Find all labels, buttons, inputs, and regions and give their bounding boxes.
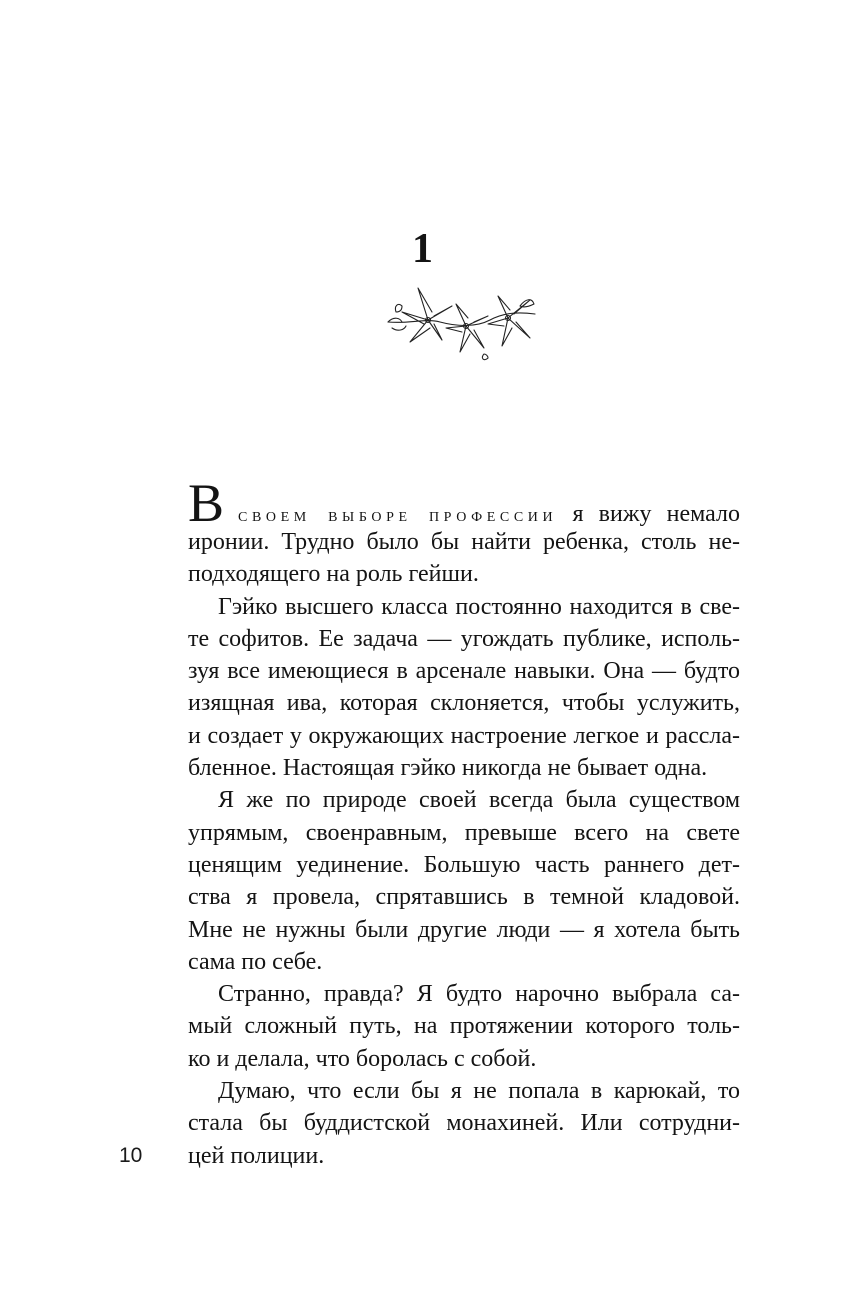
paragraph-1	[188, 473, 740, 591]
paragraph-5	[188, 1075, 740, 1172]
paragraph-4	[188, 978, 740, 1075]
text-line: ства я провела, спрятавшись в темной кладовой.	[188, 884, 740, 911]
text-line: ко и делала, что боролась с собой.	[188, 1045, 537, 1072]
text-line: Мне не нужны были другие люди — я хотела быть	[188, 916, 740, 943]
text-line: стала бы буддистской монахиней. Или сотрудни-	[188, 1110, 740, 1137]
text-line: мый сложный путь, на протяжении которого толь-	[188, 1013, 740, 1040]
text-line: и создает у окружающих настроение легкое и рассла-	[188, 722, 740, 749]
text-line: изящная ива, которая склоняется, чтобы услужить,	[188, 690, 740, 717]
drop-cap: В	[188, 473, 225, 533]
text-line: упрямым, своенравным, превыше всего на свете	[188, 819, 740, 846]
text-line: бленное. Настоящая гэйко никогда не бывает одна.	[188, 755, 708, 782]
text-line: Думаю, что если бы я не попала в карюкай, то	[218, 1078, 740, 1105]
text-line: ценящим уединение. Большую часть раннего дет-	[188, 851, 740, 878]
smallcaps-lead: СВОЕМ ВЫБОРЕ ПРОФЕССИИ	[238, 510, 558, 525]
text-line: иронии. Трудно было бы найти ребенка, столь не-	[188, 529, 740, 555]
paragraph-3	[188, 784, 740, 978]
text-line-rest: я вижу немало	[557, 501, 740, 527]
text-line: цей полиции.	[188, 1142, 325, 1169]
text-line: сама по себе.	[188, 948, 323, 975]
paragraph-2	[188, 591, 740, 785]
text-line: зуя все имеющиеся в арсенале навыки. Она — будто	[188, 658, 740, 685]
text-line: Странно, правда? Я будто нарочно выбрала са-	[218, 981, 740, 1008]
text-line	[188, 473, 740, 533]
text-line: подходящего на роль гейши.	[188, 561, 479, 588]
floral-garland-ornament-icon	[380, 282, 540, 362]
chapter-body-text	[188, 473, 740, 1172]
text-line: Гэйко высшего класса постоянно находится в све-	[218, 593, 740, 620]
chapter-number: 1	[412, 226, 433, 272]
page-number: 10	[119, 1144, 143, 1167]
text-line: те софитов. Ее задача — угождать публике, исполь-	[188, 625, 740, 652]
text-line: Я же по природе своей всегда была существом	[218, 787, 740, 814]
